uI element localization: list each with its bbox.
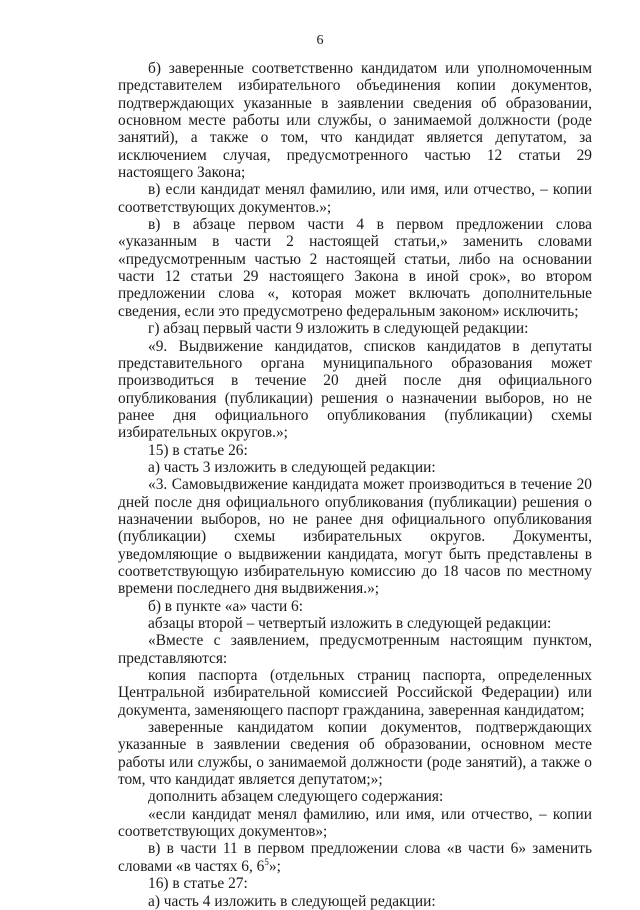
paragraph: в) в абзаце первом части 4 в первом предложении слова «указанным в части 2 настоящей статьи,» заменить словами «предусмотренным частью 2 настоящей статьи, либо на основании части 12 статьи 29 настоящего Закона в иной срок», во втором предложении слова «, которая может включать дополнительные сведения, если это предусмотрено федеральным законом» исключить; (118, 216, 592, 320)
paragraph: «3. Самовыдвижение кандидата может производиться в течение 20 дней после дня официального опубликования (публикации) решения о назначении выборов, но не ранее дня официального опубликования (публикации) схемы избирательных округов. Документы, уведомляющие о выдвижении кандидата, могут быть представлены в соответствующую избирательную комиссию до 18 часов по местному времени последнего дня выдвижения.»; (118, 476, 592, 598)
paragraph: «если кандидат менял фамилию, или имя, или отчество, – копии соответствующих документов»; (118, 805, 592, 841)
footnote-superscript: 5 (264, 856, 269, 867)
paragraph-text: в) в части 11 в первом предложении слова «в части 6» заменить словами «в частях 6, 6 (118, 840, 592, 875)
paragraph: а) часть 3 изложить в следующей редакции: (148, 458, 436, 476)
paragraph: дополнить абзацем следующего содержания: (148, 788, 444, 806)
paragraph: 16) в статье 27: (148, 875, 248, 893)
document-body (118, 60, 592, 910)
paragraph-tail: »; (268, 857, 281, 875)
paragraph: б) в пункте «а» части 6: (148, 597, 304, 615)
paragraph: копия паспорта (отдельных страниц паспорта, определенных Центральной избирательной комиссией Российской Федерации) или документа, заменяющего паспорт гражданина, заверенная кандидатом; (118, 667, 592, 719)
paragraph: в) если кандидат менял фамилию, или имя, или отчество, – копии соответствующих документов.»; (118, 181, 592, 216)
paragraph (118, 840, 592, 875)
page-number: 6 (316, 33, 324, 48)
paragraph: б) заверенные соответственно кандидатом или уполномоченным представителем избирательного объединения копии документов, подтверждающих указанные в заявлении сведения об образовании, основном месте работы или службы, о занимаемой должности (роде занятий), а также о том, что кандидат является депутатом, за исключением случая, предусмотренного частью 12 статьи 29 настоящего Закона; (118, 60, 592, 182)
paragraph: «9. Выдвижение кандидатов, списков кандидатов в депутаты представительного органа муниципального образования может производиться в течение 20 дней после дня официального опубликования (публикации) решения о назначении выборов, но не ранее дня официального опубликования (публикации) схемы избирательных округов.»; (118, 337, 592, 442)
paragraph: 15) в статье 26: (148, 441, 248, 459)
paragraph: г) абзац первый части 9 изложить в следующей редакции: (148, 320, 529, 338)
paragraph: а) часть 4 изложить в следующей редакции: (148, 892, 436, 910)
paragraph: абзацы второй – четвертый изложить в следующей редакции: (148, 615, 552, 632)
paragraph: «Вместе с заявлением, предусмотренным настоящим пунктом, представляются: (118, 632, 592, 667)
paragraph: заверенные кандидатом копии документов, подтверждающих указанные в заявлении сведения об образовании, основном месте работы или службы, о занимаемой должности (роде занятий), а также о том, что кандидат является депутатом;»; (118, 719, 592, 789)
